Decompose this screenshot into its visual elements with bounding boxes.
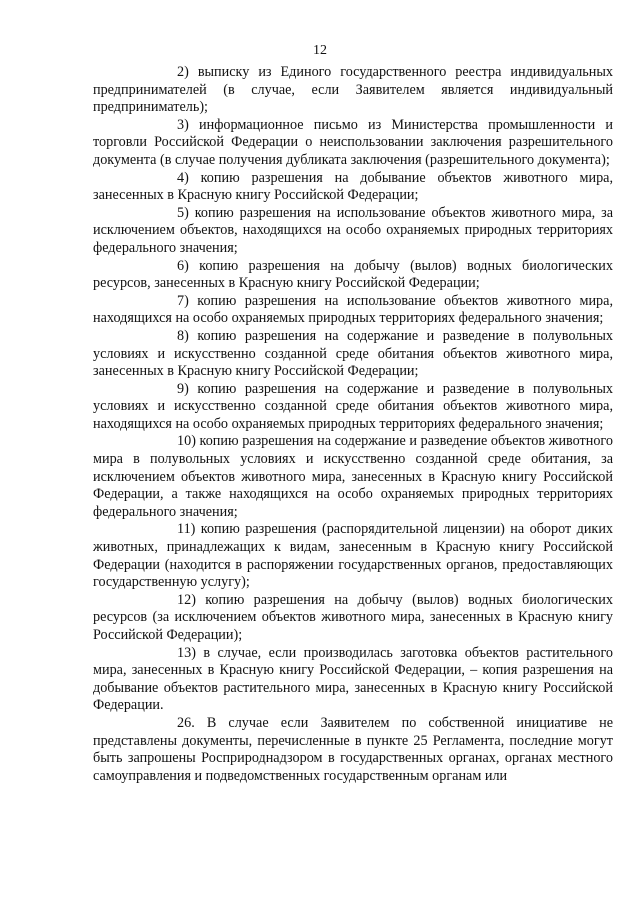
list-item-11 — [93, 521, 613, 591]
list-item-8 — [93, 328, 613, 381]
item-number: 4) — [177, 169, 189, 186]
section-26 — [93, 715, 613, 785]
section-text: В случае если Заявителем по собственной инициативе не представлены документы, перечисленные в пункте 25 Регламента, последние могут быть запрошены Росприроднадзором в государственных органах, органах местного самоуправления и подведомственных государственным органам или — [93, 714, 614, 784]
item-text: копию разрешения на содержание и разведение в полувольных условиях и искусственно созданной среде обитания объектов животного мира, находящихся на особо охраняемых природных территориях федерального значения; — [93, 380, 614, 432]
item-text: копию разрешения на использование объектов животного мира, находящихся на особо охраняемых природных территориях федерального значения; — [93, 292, 613, 327]
list-item-12 — [93, 592, 613, 645]
item-text: копию разрешения на содержание и разведение в полувольных условиях и искусственно созданной среде обитания объектов животного мира, занесенных в Красную книгу Российской Федерации; — [93, 327, 614, 380]
item-text: копию разрешения на добывание объектов животного мира, занесенных в Красную книгу Российской Федерации; — [93, 169, 614, 204]
list-item-7 — [93, 293, 613, 328]
item-text: копию разрешения на содержание и разведение объектов животного мира в полувольных условиях и искусственно созданной среде обитания, за исключением объектов животного мира, занесенных в Красную книгу Российской Федерации, а также находящихся на особо охраняемых природных территориях федерального значения; — [93, 433, 613, 520]
item-number: 13) — [177, 644, 196, 661]
item-number: 11) — [177, 521, 196, 538]
item-text: копию разрешения на добычу (вылов) водных биологических ресурсов (за исключением объектов животного мира, занесенных в Красную книгу Российской Федерации); — [93, 591, 613, 643]
item-text: копию разрешения (распорядительной лицензии) на оборот диких животных, принадлежащих к видам, занесенным в Красную книгу Российской Федерации (находится в распоряжении государственных органов, предоставляющих государственную услугу); — [93, 521, 613, 591]
item-number: 10) — [177, 433, 196, 450]
document-body — [93, 64, 613, 785]
item-text: копию разрешения на использование объектов животного мира, за исключением объектов, находящихся на особо охраняемых природных территориях федерального значения; — [93, 204, 614, 256]
list-item-3 — [93, 117, 613, 170]
item-number: 6) — [177, 257, 189, 274]
item-number: 2) — [177, 64, 189, 80]
item-text: выписку из Единого государственного реестра индивидуальных предпринимателей (в случае, если Заявителем является индивидуальный предприниматель); — [93, 64, 613, 116]
section-number: 26. — [177, 714, 195, 731]
list-item-10 — [93, 433, 613, 521]
item-number: 8) — [177, 327, 189, 344]
item-text: информационное письмо из Министерства промышленности и торговли Российской Федерации о неиспользовании заключения разрешительного документа (в случае получения дубликата заключения (разрешительного документа); — [93, 116, 613, 168]
list-item-13 — [93, 645, 613, 715]
list-item-6 — [93, 258, 613, 293]
list-item-9 — [93, 381, 613, 434]
item-number: 5) — [177, 204, 189, 221]
item-number: 9) — [177, 380, 189, 397]
list-item-5 — [93, 205, 613, 258]
item-number: 12) — [177, 591, 196, 608]
item-number: 7) — [177, 292, 189, 309]
list-item-4 — [93, 170, 613, 205]
list-item-2 — [93, 64, 613, 117]
item-number: 3) — [177, 116, 189, 133]
item-text: копию разрешения на добычу (вылов) водных биологических ресурсов, занесенных в Красную книгу Российской Федерации; — [93, 257, 613, 292]
page-number: 12 — [313, 43, 327, 58]
item-text: в случае, если производилась заготовка объектов растительного мира, занесенных в Красную книгу Российской Федерации, – копия разрешения на добывание объектов растительного мира, занесенных в Красную книгу Российской Федерации. — [93, 644, 614, 714]
